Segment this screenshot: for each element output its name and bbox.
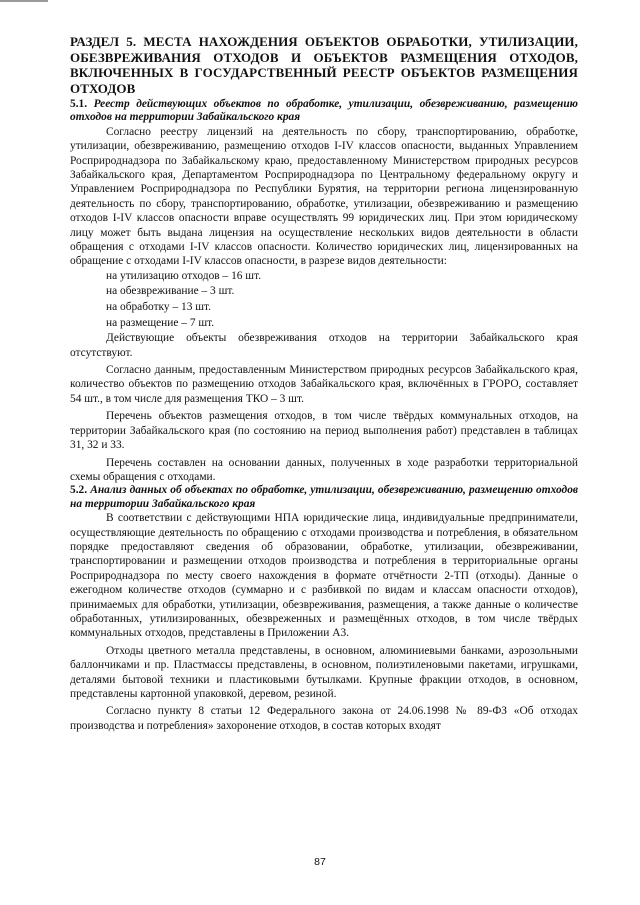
paragraph: Отходы цветного металла представлены, в основном, алюминиевыми банками, аэрозольными баллончиками и пр. Пластмассы представлены, в основном, полиэтиленовыми пакетами, игрушками, деталями бытовой техники и пластиковыми бутылками. Крупные фракции отходов, в основном, представлены картонной упаковкой, деревом, резиной. [70,644,578,700]
subsection-title-text: Анализ данных об объектах по обработке, утилизации, обезвреживанию, размещению отходов на территории Забайкальского края [70,484,578,510]
paragraph: Согласно реестру лицензий на деятельность по сбору, транспортированию, обработке, утилизации, обезвреживанию, размещению отходов I-IV классов опасности, выданных Управлением Росприроднадзора по Забайкальскому краю, предоставленному Министерством природных ресурсов Забайкальского края, Департаментом Росприроднадзора по Центральному федеральному округу и Управлением Росприроднадзора по Республики Бурятия, на территории региона лицензированную деятельность по сбору, транспортированию, обработке, утилизации, обезвреживанию и размещению отходов I-IV классов опасности вправе осуществлять 99 юридических лиц. При этом юридическому лицу может быть выдана лицензия на осуществление нескольких видов деятельности в области обращения с отходами I-IV классов опасности. Количество юридических лиц, лицензированных на обращение с отходами I-IV классов опасности, в разрезе видов деятельности: [70,125,578,268]
paragraph: Перечень объектов размещения отходов, в том числе твёрдых коммунальных отходов, на территории Забайкальского края (по состоянию на период выполнения работ) представлен в таблицах 31, 32 и 33. [70,410,578,452]
paragraph: В соответствии с действующими НПА юридические лица, индивидуальные предприниматели, осуществляющие деятельность по обращению с отходами производства и потребления, в обязательном порядке предоставляют сведения об образовании, обработке, утилизации, обезвреживании, транспортировании и размещении отходов производства и потребления в территориальные органы Росприроднадзора по месту своего нахождения в формате отчётности 2-ТП (отходы). Данные о ежегодном количестве отходов (суммарно и с разбивкой по видам и классам опасности отходов), принимаемых для обработки, утилизации, обезвреживания, размещения, а также данные о количестве обработанных, утилизированных, обезвреженных и размещённых отходов, в том числе твёрдых коммунальных отходов, представлены в Приложении А3. [70,512,578,640]
subsection-title-text: Реестр действующих объектов по обработке, утилизации, обезвреживанию, размещению отходов на территории Забайкальского края [70,98,578,124]
list-item: на обработку – 13 шт. [106,301,211,314]
subsection-number: 5.1. [70,98,88,110]
subsection-number: 5.2. [70,484,88,497]
list-item: на утилизацию отходов – 16 шт. [106,269,262,282]
list-item: на обезвреживание – 3 шт. [106,285,235,298]
page-number: 87 [314,856,326,868]
section-title: РАЗДЕЛ 5. МЕСТА НАХОЖДЕНИЯ ОБЪЕКТОВ ОБРАБОТКИ, УТИЛИЗАЦИИ, ОБЕЗВРЕЖИВАНИЯ ОТХОДОВ И ОБЪЕКТОВ РАЗМЕЩЕНИЯ ОТХОДОВ, ВКЛЮЧЕННЫХ В ГОСУДАРСТВЕННЫЙ РЕЕСТР ОБЪЕКТОВ РАЗМЕЩЕНИЯ ОТХОДОВ [70,34,578,96]
paragraph: Согласно пункту 8 статьи 12 Федерального закона от 24.06.1998 № 89-ФЗ «Об отходах производства и потребления» захоронение отходов, в состав которых входят [70,705,578,732]
subsection-title-5-2 [70,484,578,511]
paragraph: Перечень составлен на основании данных, полученных в ходе разработки территориальной схемы обращения с отходами. [70,456,578,483]
paragraph: Согласно данным, предоставленным Министерством природных ресурсов Забайкальского края, количество объектов по размещению отходов Забайкальского края, включённых в ГРОРО, составляет 54 шт., в том числе для размещения ТКО – 3 шт. [70,364,578,405]
paragraph: Действующие объекты обезвреживания отходов на территории Забайкальского края отсутствуют. [70,332,578,359]
document-page [70,34,578,733]
subsection-title-5-1 [70,98,578,125]
activity-list [70,269,578,331]
list-item: на размещение – 7 шт. [106,316,215,329]
scan-edge-mark [0,0,48,2]
